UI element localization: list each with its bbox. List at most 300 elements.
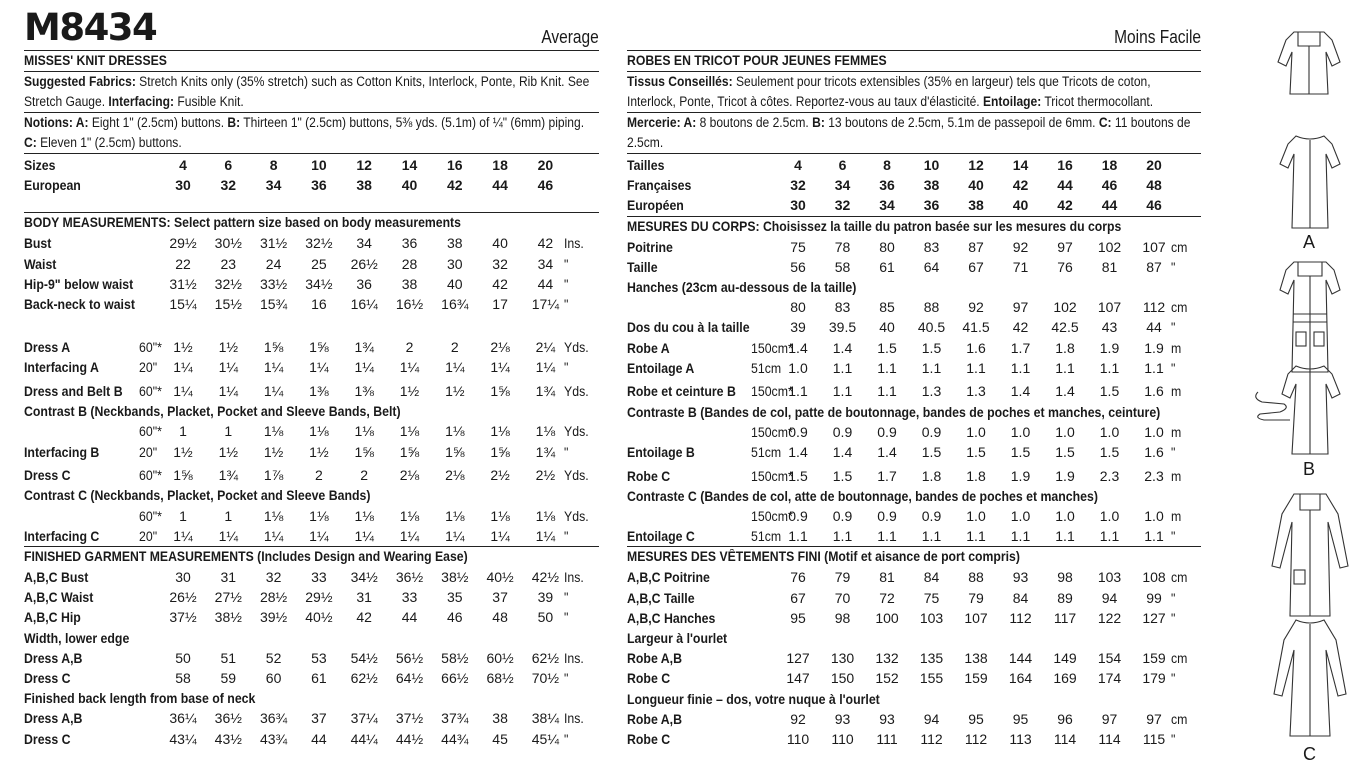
unit-label: m [1171,383,1182,400]
table-cell: 95 [968,710,984,727]
table-cell: 38 [923,177,940,194]
fabrics-section-fr [627,71,1201,112]
table-cell: 1.1 [788,383,808,400]
table-cell: 58 [175,669,191,686]
table-cell: 42 [1012,177,1029,194]
unit-label: Ins. [564,235,584,252]
table-cell: 34 [834,177,851,194]
table-cell: 89 [1057,589,1073,606]
finished-title: FINISHED GARMENT MEASUREMENTS (Includes Design and Wearing Ease) [24,549,468,564]
table-cell: 1¼ [218,359,239,376]
table-cell: 93 [879,710,895,727]
table-cell: 155 [919,670,944,687]
row-label: Robe A,B [627,710,682,727]
row-label: Finished back length from base of neck [24,690,256,707]
row-label: Dress A,B [24,710,83,727]
table-cell: 1.0 [1010,508,1031,524]
table-cell: 40½ [486,569,514,585]
table-cell: 110 [831,730,854,747]
table-cell: 1¼ [490,527,510,544]
body-measurements-title-fr: MESURES DU CORPS: Choisissez la taille du patron basée sur les mesures du corps [627,218,1122,234]
table-cell: 1.1 [921,359,942,376]
table-cell: 1⅝ [309,339,329,356]
table-cell: 1¼ [173,359,193,376]
table-cell: 62½ [531,649,560,666]
table-cell: 32 [220,177,237,194]
table-cell: 78 [834,238,851,255]
view-label-c: C [1303,744,1316,764]
table-row [24,688,599,708]
table-cell: 1.1 [966,359,986,376]
unit-label: Yds. [564,467,589,484]
table-cell: 22 [175,255,191,272]
table-cell: 38 [401,275,418,292]
table-cell: 1.9 [1010,467,1031,484]
finished-title-fr: MESURES DES VÊTEMENTS FINI (Motif et aisance de port compris) [627,549,1020,565]
table-cell: 28 [401,255,418,272]
table-cell: 1.6 [966,339,986,356]
table-cell: 72 [879,589,895,606]
table-cell: 154 [1097,650,1122,667]
table-cell: 26½ [350,255,378,272]
table-cell: 1.5 [1099,383,1120,400]
table-cell: 67 [968,258,984,275]
row-label: A,B,C Hip [24,609,81,626]
table-cell: 30 [790,197,806,214]
table-cell: 40 [968,177,984,194]
table-cell: 66½ [441,669,469,686]
table-cell: 62½ [350,669,378,686]
table-cell: 12 [968,157,984,173]
table-row [24,485,599,505]
table-cell: 1.4 [1010,383,1031,400]
table-cell: 42 [1057,197,1073,214]
table-cell: 45 [492,730,508,747]
table-row [24,254,599,274]
table-cell: 61 [311,669,327,686]
table-cell: 99 [1146,589,1162,606]
table-row [24,401,599,421]
table-cell: 30 [447,255,463,272]
table-cell: 115 [1142,730,1166,747]
table-cell: 159 [964,670,988,687]
table-cell: 132 [875,650,899,667]
row-label: Entoilage A [627,359,695,376]
table-cell: 114 [1053,730,1077,747]
table-row [627,709,1201,729]
row-label: Contraste B (Bandes de col, patte de boutonnage, bandes de poches et manches, ceinture) [627,403,1161,420]
table-row [627,506,1201,526]
table-cell: 138 [964,650,988,667]
table-cell: 39½ [259,609,288,626]
table-cell: 107 [964,609,988,626]
unit-label: m [1171,467,1182,484]
table-cell: 1.1 [832,528,853,545]
table-cell: 1.0 [966,423,986,440]
table-cell: 16¼ [350,295,378,312]
table-cell: 36½ [214,710,242,727]
table-cell: 103 [919,609,944,626]
table-cell: 1¼ [445,359,465,376]
table-cell: 38 [447,235,463,252]
unit-label: Yds. [564,507,589,524]
finished-section [24,546,599,749]
table-cell: 95 [1012,710,1029,727]
table-cell: 20 [1146,157,1162,173]
table-cell: 2.3 [1099,467,1120,484]
row-label: Longueur finie – dos, votre nuque à l'ourlet [627,690,880,707]
table-cell: 87 [1146,258,1162,275]
view-label-b: B [1303,459,1316,479]
table-cell: 31 [356,589,372,606]
row-label: Françaises [627,177,692,194]
table-cell: 1.1 [1010,359,1031,376]
table-cell: 1⅞ [263,467,284,484]
unit-label: Ins. [564,569,584,585]
fabric-width: 60"* [139,339,162,356]
table-cell: 92 [968,299,984,316]
table-row [627,466,1201,486]
row-label: Interfacing C [24,527,100,544]
table-cell: 44 [311,730,327,747]
body-measurements-title: BODY MEASUREMENTS: Select pattern size based on body measurements [24,215,461,231]
table-cell: 1¾ [535,443,556,460]
table-cell: 127 [786,650,810,667]
table-cell: 112 [1142,299,1166,316]
sizes-table [24,155,599,195]
table-cell: 34 [537,255,554,272]
table-cell: 112 [1009,609,1032,626]
table-cell: 1 [179,423,187,440]
unit-label: " [564,527,569,544]
table-row [24,357,599,377]
table-row [627,297,1201,317]
table-cell: 0.9 [877,508,897,524]
table-cell: 38¼ [531,710,560,727]
table-cell: 75 [923,589,940,606]
table-row [627,567,1201,587]
unit-label: " [564,669,569,686]
row-label: Contrast C (Neckbands, Placket, Pocket and Sleeve Bands) [24,487,371,504]
table-cell: 42.5 [1051,319,1079,336]
notions-section-fr [627,112,1201,153]
table-cell: 0.9 [832,423,853,440]
table-cell: 36 [879,177,895,194]
table-cell: 2½ [535,467,556,484]
table-cell: 60 [265,669,282,686]
table-cell: 43½ [214,730,242,747]
fabrics-value: Stretch Knits only (35% stretch) such as Cotton Knits, Interlock, Ponte, Rib Knit. See Stretch Gauge. [24,74,590,109]
table-cell: 10 [923,157,940,173]
table-cell: 169 [1053,670,1077,687]
table-cell: 75 [790,238,806,255]
table-cell: 1.7 [877,467,897,484]
table-cell: 1.4 [832,339,853,356]
table-cell: 8 [883,157,891,173]
table-cell: 46 [1146,197,1162,214]
table-cell: 93 [834,710,851,727]
table-cell: 1¼ [309,527,329,544]
table-cell: 1 [179,507,187,524]
table-row [24,465,599,485]
table-cell: 76 [790,569,806,586]
row-label: A,B,C Poitrine [627,569,710,586]
table-cell: 2½ [490,467,510,484]
fabrics-text [24,72,598,112]
table-cell: 159 [1142,650,1166,667]
table-cell: 1¼ [263,383,284,399]
table-cell: 30½ [214,235,242,252]
table-cell: 1⅛ [535,423,556,440]
table-cell: 1.1 [832,383,853,400]
table-cell: 164 [1008,670,1033,687]
table-cell: 1¼ [354,527,374,544]
row-label: Européen [627,197,684,214]
table-cell: 1⅛ [399,507,420,524]
table-cell: 40 [492,235,508,252]
table-row [24,337,599,357]
table-cell: 39 [537,589,554,606]
table-cell: 1⅝ [445,443,465,460]
table-cell: 61 [879,258,895,275]
table-cell: 1.0 [1099,508,1120,524]
table-cell: 43¼ [169,730,197,747]
table-cell: 36¾ [259,710,288,727]
table-row [627,381,1201,401]
row-label: Back-neck to waist [24,295,135,312]
table-cell: 34 [879,197,895,214]
table-cell: 81 [879,569,895,586]
table-cell: 84 [923,569,940,586]
view-sketches [1250,0,1370,779]
table-cell: 97 [1146,710,1162,727]
row-label: Dos du cou à la taille [627,319,750,336]
table-cell: 16¾ [441,295,469,312]
table-row [24,421,599,441]
unit-label: Yds. [564,383,589,399]
title-section-fr [627,50,1201,71]
table-cell: 36¼ [169,710,197,727]
table-cell: 1.1 [966,528,986,545]
table-row [627,402,1201,422]
table-cell: 1⅛ [263,507,284,524]
unit-label: " [564,443,569,460]
unit-label: " [1171,319,1176,336]
table-cell: 31 [220,569,237,585]
table-cell: 1⅛ [354,507,374,524]
fabric-width: 60"* [139,383,162,399]
row-label: Contrast B (Neckbands, Placket, Pocket and Sleeve Bands, Belt) [24,403,401,420]
sizes-section-fr [627,153,1201,216]
notions-text [24,113,598,153]
table-row [627,442,1201,462]
table-cell: 147 [786,670,810,687]
body-measurements-section-fr [627,216,1201,547]
interfacing-label-fr: Entoilage: [982,94,1042,109]
row-label: A,B,C Bust [24,569,89,585]
table-cell: 1.0 [1055,423,1075,440]
table-cell: 1⅛ [490,507,510,524]
pattern-number: M8434 [24,6,157,49]
row-label: Robe C [627,670,671,687]
table-cell: 1.1 [921,528,942,545]
row-label: Dress C [24,467,71,484]
table-cell: 46 [447,609,463,626]
table-cell: 53 [311,649,327,666]
table-cell: 42 [537,235,554,252]
table-cell: 48 [492,609,508,626]
unit-label: " [1171,670,1176,687]
row-label: A,B,C Hanches [627,609,716,626]
fabric-width: 150cm* [751,423,793,440]
table-row [24,607,599,627]
table-cell: 1.0 [1010,423,1031,440]
row-label: Interfacing B [24,443,100,460]
row-label: Largeur à l'ourlet [627,629,728,646]
table-cell: 1.4 [877,443,897,460]
table-cell: 1¼ [399,527,420,544]
table-cell: 32 [265,569,282,585]
table-cell: 1¼ [173,527,193,544]
table-cell: 24 [265,255,282,272]
table-cell: 1.5 [921,443,942,460]
table-cell: 1¼ [218,383,239,399]
table-cell: 112 [920,730,943,747]
unit-label: " [1171,730,1176,747]
table-cell: 58½ [441,649,469,666]
table-cell: 1⅛ [445,507,465,524]
table-cell: 1⅝ [263,339,284,356]
table-cell: 98 [1057,569,1073,586]
table-cell: 1¾ [218,467,239,484]
table-cell: 70½ [531,669,560,686]
notions-section [24,112,599,153]
table-cell: 1¼ [535,359,556,376]
table-cell: 32 [492,255,508,272]
table-cell: 1.5 [788,467,808,484]
unit-label: cm [1171,650,1188,667]
fabric-width: 150cm* [751,339,793,356]
table-cell: 152 [875,670,899,687]
table-cell: 44 [1101,197,1118,214]
table-cell: 64½ [395,669,424,686]
pattern-title: MISSES' KNIT DRESSES [24,53,167,68]
table-cell: 2⅛ [490,339,510,356]
table-cell: 33 [401,589,418,606]
table-cell: 1⅛ [354,423,374,440]
unit-label: " [564,589,569,606]
table-cell: 100 [875,609,899,626]
fabric-width: 60"* [139,507,162,524]
table-cell: 1¼ [263,527,284,544]
table-row [24,587,599,607]
table-cell: 44 [537,275,554,292]
table-cell: 14 [1012,157,1029,173]
fabric-width: 60"* [139,423,162,440]
table-cell: 40 [1012,197,1029,214]
table-cell: 15½ [214,295,242,312]
table-row [627,358,1201,378]
table-row [627,237,1201,257]
table-cell: 38½ [214,609,242,626]
table-cell: 1.9 [1144,339,1164,356]
table-cell: 42 [1012,319,1029,336]
table-cell: 1⅝ [173,467,193,484]
table-cell: 46 [537,177,554,194]
table-cell: 1.6 [1144,443,1164,460]
table-cell: 113 [1009,730,1032,747]
table-cell: 1.0 [1144,508,1164,524]
table-cell: 30 [175,177,191,194]
table-cell: 1.1 [1099,359,1120,376]
table-row [24,668,599,688]
notions-a: Eight 1" (2.5cm) buttons. [88,115,228,130]
table-cell: 1.8 [921,467,942,484]
table-cell: 1¼ [490,359,510,376]
table-cell: 2.3 [1144,467,1164,484]
table-cell: 36 [401,235,418,252]
row-label: Dress A [24,339,71,356]
table-row [627,668,1201,688]
table-row [627,486,1201,506]
table-cell: 1½ [173,339,193,356]
table-cell: 4 [794,157,802,173]
table-cell: 38 [356,177,372,194]
table-row [627,588,1201,608]
table-cell: 1½ [218,443,239,460]
dress-sketches-icon [1250,0,1370,779]
table-cell: 17 [492,295,508,312]
unit-label: " [564,275,569,292]
table-cell: 122 [1097,609,1122,626]
table-cell: 31½ [259,235,288,252]
table-cell: 112 [964,730,988,747]
table-cell: 1⅛ [309,423,329,440]
table-cell: 37½ [395,710,424,727]
table-cell: 36 [923,197,940,214]
table-cell: 1⅛ [309,507,329,524]
table-row [24,233,599,253]
table-cell: 44 [1057,177,1073,194]
table-cell: 64 [923,258,940,275]
unit-label: " [564,609,569,626]
table-cell: 1.1 [877,528,897,545]
table-row [24,567,599,587]
table-cell: 50 [175,649,191,666]
table-row [627,648,1201,668]
row-label: Robe C [627,467,671,484]
table-cell: 97 [1012,299,1029,316]
table-cell: 1.5 [921,339,942,356]
pattern-title-fr: ROBES EN TRICOT POUR JEUNES FEMMES [627,53,887,68]
table-cell: 79 [834,569,851,586]
table-cell: 16 [311,295,327,312]
table-cell: 29½ [305,589,333,606]
table-cell: 1.4 [788,443,808,460]
fabrics-label: Suggested Fabrics: [24,74,136,89]
table-cell: 29½ [169,235,197,252]
table-row [24,729,599,749]
table-cell: 1.1 [788,528,808,545]
unit-label: cm [1171,299,1188,316]
fabrics-section [24,71,599,112]
table-cell: 0.9 [921,423,942,440]
table-cell: 43¾ [259,730,288,747]
fabrics-value-fr: Seulement pour tricots extensibles (35% en largeur) tels que Tricots de coton, Interlock, Ponte, Tricot à côtes. Reportez-vous au taux d'élasticité. [627,74,1151,109]
table-cell: 56½ [395,649,424,666]
table-cell: 17¼ [531,295,560,312]
table-row [24,294,599,314]
